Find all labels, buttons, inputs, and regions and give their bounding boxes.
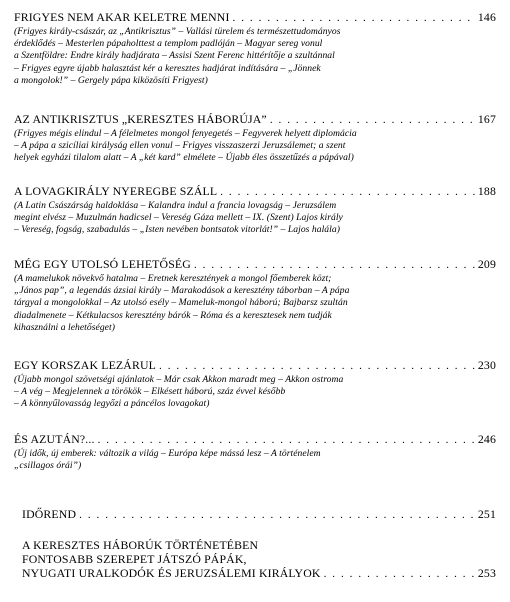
leader-dots <box>270 113 475 127</box>
summary-line: „csillagos órái”) <box>14 460 82 472</box>
summary-line: – A vég – Megjelennek a törökök – Elkésett háború, száz évvel később <box>14 386 286 398</box>
summary-line: érdeklődés – Mesterlen pápaholttest a templom padlóján – Magyar sereg vonul <box>14 38 323 50</box>
summary-line: a Szentföldre: Endre király hadjárata – Assisi Szent Ferenc hittérítője a szultánnal <box>14 50 335 62</box>
summary-line: – Frigyes egyre újabb halasztást kér a keresztes hadjárat indítására – „Jönnek <box>14 62 321 74</box>
toc-entry <box>14 257 496 334</box>
toc-entry-summary <box>14 374 496 411</box>
summary-line: (A Latin Császárság haldoklása – Kalandra indul a francia lovagság – Jeruzsálem <box>14 200 337 211</box>
toc-entry-title: EGY KORSZAK LEZÁRUL <box>14 358 156 372</box>
appendix-title-line: FONTOSABB SZEREPET JÁTSZÓ PÁPÁK, <box>22 552 247 566</box>
toc-entry-chronology <box>22 507 496 522</box>
toc-page-number: 188 <box>477 184 496 198</box>
appendix-title-line: A KERESZTES HÁBORÚK TÖRTÉNETÉBEN <box>22 538 259 552</box>
leader-dots <box>79 508 475 522</box>
toc-entry-title: A LOVAGKIRÁLY NYEREGBE SZÁLL <box>14 184 218 198</box>
toc-entry-heading[interactable] <box>22 507 496 522</box>
appendix-final-line <box>22 566 496 581</box>
toc-entry-title: FRIGYES NEM AKAR KELETRE MENNI <box>14 10 230 24</box>
summary-line: a mongolok!” – Gergely pápa kiközösíti Frigyest) <box>14 74 208 86</box>
toc-page-number: 209 <box>477 257 496 271</box>
leader-dots <box>194 258 475 272</box>
summary-line: (Frigyes király-császár, az „Antikrisztus” – Vallási türelem és természettudományos <box>14 26 341 37</box>
summary-line: (Új idők, új emberek: változik a világ – Európa képe mássá lesz – A történelem <box>14 448 321 459</box>
summary-line: – Vereség, fogság, szabadulás – „Isten nevében bontsatok vitorlát!” – Lajos halála) <box>14 224 340 236</box>
toc-entry-heading[interactable] <box>14 358 496 373</box>
leader-dots <box>233 11 475 25</box>
toc-entry-heading[interactable] <box>14 432 496 447</box>
toc-page-number: 253 <box>477 566 496 580</box>
appendix-title-line: NYUGATI URALKODÓK ÉS JERUZSÁLEMI KIRÁLYOK <box>22 566 321 580</box>
summary-line: (Frigyes mégis elindul – A félelmetes mongol fenyegetés – Fegyverek helyett diplomácia <box>14 128 357 139</box>
toc-entry-title: MÉG EGY UTOLSÓ LEHETŐSÉG <box>14 257 191 271</box>
summary-line: tárgyal a mongolokkal – Az utolsó esély – Mameluk-mongol háború; Bajbarsz szultán <box>14 297 348 309</box>
summary-line: (A mamelukok növekvő hatalma – Eretnek keresztények a mongol főemberek közt; <box>14 273 332 284</box>
toc-page-number: 146 <box>477 10 496 24</box>
toc-entry-summary <box>14 273 496 334</box>
summary-line: kihasználni a lehetőséget) <box>14 321 115 333</box>
toc-entry-appendix[interactable] <box>22 538 496 581</box>
toc-page-number: 251 <box>477 507 496 521</box>
summary-line: – A könnyűlovasság legyőzi a páncélos lovagokat) <box>14 398 210 410</box>
summary-line: – A pápa a szicíliai királyság ellen vonul – Frigyes visszaszerzi Jeruzsálemet; a szent <box>14 140 346 152</box>
toc-entry-summary <box>14 200 496 237</box>
summary-line: diadalmenete – Kétkulacsos keresztény bárók – Róma és a keresztesek nem tudják <box>14 309 332 321</box>
toc-entry-summary <box>14 448 496 472</box>
toc-entry-title: IDŐREND <box>22 507 77 521</box>
toc-entry-title: ÉS AZUTÁN?... <box>14 432 95 446</box>
toc-entry-heading[interactable] <box>14 112 496 127</box>
toc-entry-summary <box>14 128 496 165</box>
toc-entry-heading[interactable] <box>14 257 496 272</box>
summary-line: megint elvész – Muzulmán hadicsel – Vereség Gáza mellett – IX. (Szent) Lajos király <box>14 212 343 224</box>
leader-dots <box>324 567 475 581</box>
summary-line: (Újabb mongol szövetségi ajánlatok – Már csak Akkon maradt meg – Akkon ostroma <box>14 374 344 385</box>
summary-line: „János pap”, a legendás ázsiai király – Marakodások a keresztény táborban – A pápa <box>14 285 350 297</box>
toc-page-number: 230 <box>477 358 496 372</box>
toc-page-number: 167 <box>477 112 496 126</box>
toc-entry <box>14 358 496 411</box>
toc-entry-heading[interactable] <box>14 184 496 199</box>
summary-line: helyek egyházi tilalom alatt – A „két kard” elmélete – Újabb éles összetűzés a pápával) <box>14 152 354 164</box>
leader-dots <box>220 185 475 199</box>
toc-page-number: 246 <box>477 432 496 446</box>
leader-dots <box>159 359 475 373</box>
toc-entry <box>14 10 496 87</box>
leader-dots <box>98 433 475 447</box>
toc-entry-title: AZ ANTIKRISZTUS „KERESZTES HÁBORÚJA” <box>14 112 267 126</box>
toc-entry <box>14 432 496 472</box>
toc-entry-heading[interactable] <box>14 10 496 25</box>
toc-entry-summary <box>14 26 496 87</box>
toc-entry <box>14 112 496 165</box>
toc-entry <box>14 184 496 237</box>
